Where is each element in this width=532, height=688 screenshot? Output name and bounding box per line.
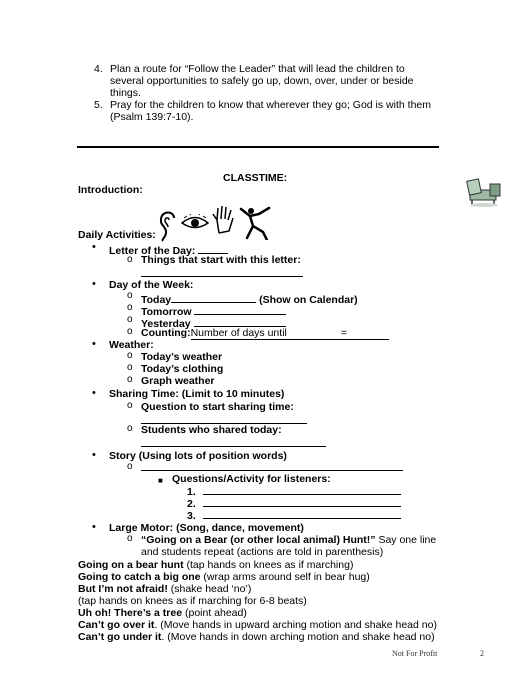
day-of-week-label: Day of the Week: <box>109 279 194 291</box>
questions-for-listeners: Questions/Activity for listeners: <box>172 473 331 485</box>
chant-line: (tap hands on knees as if marching for 6-8 beats) <box>78 595 307 607</box>
counting-row: Counting:Number of days until = <box>141 327 389 340</box>
story-label: Story (Using lots of position words) <box>109 450 287 462</box>
item-4-line-1: Plan a route for “Follow the Leader” that will lead the children to <box>110 63 405 75</box>
classtime-title: CLASSTIME: <box>223 172 288 184</box>
item-4-number: 4. <box>94 63 103 75</box>
circle-bullet: o <box>127 302 133 313</box>
chant-line: Going on a bear hunt (tap hands on knees as if marching) <box>78 559 354 571</box>
section-divider <box>77 146 439 148</box>
letter-of-the-day-label: Letter of the Day: <box>109 242 228 257</box>
daily-activities-heading: Daily Activities: <box>78 229 156 241</box>
footer-not-for-profit: Not For Profit <box>392 649 438 658</box>
item-4-line-2: several opportunities to safely go up, down, over, under or beside <box>110 75 414 87</box>
bear-hunt-instruction-2: and students repeat (actions are told in parenthesis) <box>141 546 384 558</box>
chant-line: Can’t go under it. (Move hands in down arching motion and shake head no) <box>78 631 435 643</box>
circle-bullet: o <box>127 374 133 385</box>
question-sharing: Question to start sharing time: <box>141 401 294 413</box>
todays-clothing: Today’s clothing <box>141 363 224 375</box>
footer-page-number: 2 <box>480 649 484 658</box>
answer-line <box>203 506 401 507</box>
sharing-time-label: Sharing Time: (Limit to 10 minutes) <box>109 388 285 400</box>
bullet: • <box>92 449 96 461</box>
circle-bullet: o <box>127 350 133 361</box>
circle-bullet: o <box>127 533 133 544</box>
answer-line <box>141 470 403 471</box>
large-motor-label: Large Motor: (Song, dance, movement) <box>109 522 304 534</box>
circle-bullet: o <box>127 326 133 337</box>
item-5-line-2: (Psalm 139:7-10). <box>110 111 194 123</box>
bear-hunt-instruction: “Going on a Bear (or other local animal) Hunt!” Say one line <box>141 534 437 546</box>
bullet: • <box>92 387 96 399</box>
circle-bullet: o <box>127 423 133 434</box>
listener-item-1-number: 1. <box>187 486 196 498</box>
listener-item-3-number: 3. <box>187 510 196 522</box>
chant-line: But I’m not afraid! (shake head ‘no’) <box>78 583 252 595</box>
weather-label: Weather: <box>109 339 154 351</box>
chant-line: Can’t go over it. (Move hands in upward arching motion and shake head no) <box>78 619 437 631</box>
students-shared: Students who shared today: <box>141 424 282 436</box>
todays-weather: Today’s weather <box>141 351 223 363</box>
hand-icon <box>211 204 237 234</box>
yesterday-row: Yesterday <box>141 315 286 330</box>
chant-line: Going to catch a big one (wrap arms around self in bear hug) <box>78 571 370 583</box>
item-4-line-3: things. <box>110 87 141 99</box>
bullet: • <box>92 278 96 290</box>
person-stretching-icon <box>239 206 271 240</box>
circle-bullet: o <box>127 290 133 301</box>
today-row: Today (Show on Calendar) <box>141 291 358 306</box>
tomorrow-row: Tomorrow <box>141 303 286 318</box>
introduction-heading: Introduction: <box>78 184 143 196</box>
circle-bullet: o <box>127 254 133 265</box>
bullet: • <box>92 338 96 350</box>
item-5-line-1: Pray for the children to know that wherever they go; God is with them <box>110 99 431 111</box>
listener-item-2-number: 2. <box>187 498 196 510</box>
circle-bullet: o <box>127 314 133 325</box>
ear-icon <box>157 208 179 242</box>
item-5-number: 5. <box>94 99 103 111</box>
answer-line <box>141 446 326 447</box>
circle-bullet: o <box>127 362 133 373</box>
bullet: • <box>92 521 96 533</box>
armchair-clipart <box>464 176 504 208</box>
answer-line <box>141 276 303 277</box>
eye-icon <box>181 214 209 232</box>
circle-bullet: o <box>127 400 133 411</box>
chant-line: Uh oh! There’s a tree (point ahead) <box>78 607 247 619</box>
answer-line <box>203 518 401 519</box>
bullet: • <box>92 241 96 253</box>
circle-bullet: o <box>127 461 133 472</box>
things-start-with-letter: Things that start with this letter: <box>141 254 301 266</box>
square-bullet: ■ <box>158 476 163 485</box>
graph-weather: Graph weather <box>141 375 215 387</box>
answer-line <box>203 494 401 495</box>
